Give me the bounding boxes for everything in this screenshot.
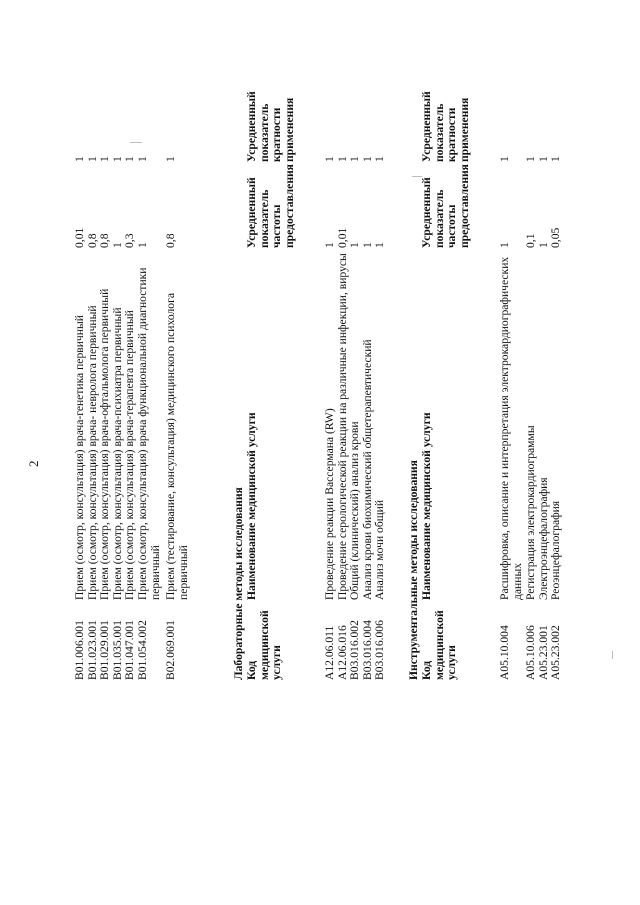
instr-code-cell: A05.23.002 — [549, 625, 563, 680]
instr-freq-cell: 0,05 — [549, 227, 563, 248]
consultations-block — [74, 60, 193, 680]
lab-code-cell: A12.06.016 — [335, 625, 349, 680]
consult-freq-cell: 0,01 — [73, 227, 86, 248]
instr-name-cell: Регистрация электрокардиограммы — [524, 425, 537, 600]
consult-row — [99, 60, 112, 680]
consult-code-cell: B01.047.001 — [123, 620, 137, 680]
consult-code-cell: B01.054.002 — [135, 620, 149, 680]
lab-mult-cell: 1 — [360, 156, 374, 162]
lab-freq-cell: 1 — [360, 242, 374, 248]
instr-code-cell: A05.10.004 — [498, 625, 511, 680]
lab-header-row — [246, 60, 324, 680]
instr-code-cell: A05.10.006 — [524, 625, 537, 680]
lab-section — [233, 60, 387, 680]
consult-name-cell: Прием (осмотр, консультация) врача-психиатра первичный — [110, 307, 124, 600]
consult-code-cell: B01.023.001 — [85, 620, 99, 680]
instr-freq-cell: 1 — [536, 242, 550, 248]
instr-name-cell: Реоэнцефалография — [549, 500, 563, 600]
lab-name-cell: Анализ мочи общий — [373, 499, 387, 600]
lab-freq-cell: 0,01 — [335, 227, 349, 248]
consult-code-cell: B01.029.001 — [98, 620, 112, 680]
consult-mult-cell: 1 — [98, 156, 112, 162]
instr-header-mult: Усредненный показатель кратности применения — [420, 91, 471, 162]
instr-mult-cell: 1 — [549, 156, 563, 162]
lab-mult-cell: 1 — [335, 156, 349, 162]
consult-freq-cell: 0,8 — [85, 233, 99, 248]
lab-header-freq: Усредненный показатель частоты предоставления — [245, 164, 296, 248]
consult-code-cell: B02.069.001 — [163, 620, 177, 680]
instr-row — [499, 60, 525, 680]
instr-header-name: Наименование медицинской услуги — [420, 412, 433, 600]
instr-header-row — [421, 60, 499, 680]
lab-mult-cell: 1 — [323, 156, 336, 162]
consult-freq-cell: 0,8 — [98, 233, 112, 248]
instr-mult-cell: 1 — [536, 156, 550, 162]
consult-mult-cell: 1 — [73, 156, 86, 162]
consult-row — [74, 60, 87, 680]
consult-freq-cell: 0,8 — [163, 233, 177, 248]
consult-mult-cell: 1 — [135, 156, 149, 162]
instr-name-cell: Электроэнцефалография — [536, 477, 550, 600]
consult-mult-cell: 1 — [110, 156, 124, 162]
consult-name-cell: Прием (осмотр, консультация) врача функциональной диагностики первичный — [135, 267, 162, 600]
instr-section-title: Инструментальные методы исследования — [407, 460, 420, 680]
consult-code-cell: B01.035.001 — [110, 620, 124, 680]
instr-mult-cell: 1 — [498, 156, 511, 162]
lab-row — [374, 60, 387, 680]
lab-header-name: Наименование медицинской услуги — [245, 412, 258, 600]
consult-code-cell: B01.006.001 — [73, 620, 86, 680]
lab-code-cell: A12.06.011 — [323, 625, 336, 680]
lab-row — [324, 60, 337, 680]
lab-name-cell: Проведение реакции Вассермана (RW) — [323, 408, 336, 600]
lab-row — [349, 60, 362, 680]
scan-artifact — [412, 176, 422, 177]
instr-header-code: Код медицинской услуги — [420, 610, 459, 680]
consult-mult-cell: 1 — [123, 156, 137, 162]
consult-name-cell: Прием (осмотр, консультация) врача- невролога первичный — [85, 305, 99, 600]
page-number: 2 — [26, 460, 41, 467]
instr-row — [525, 60, 538, 680]
consult-freq-cell: 1 — [110, 242, 124, 248]
instr-section — [408, 60, 563, 680]
instr-freq-cell: 1 — [498, 242, 511, 248]
consult-name-cell: Прием (осмотр, консультация) врача-офтальмолога первичный — [98, 288, 112, 600]
consult-name-cell: Прием (тестирование, консультация) медицинского психолога первичный — [163, 293, 190, 600]
consult-mult-cell: 1 — [85, 156, 99, 162]
lab-name-cell: Проведение серологической реакции на различные инфекции, вирусы — [335, 253, 349, 600]
lab-freq-cell: 1 — [348, 242, 362, 248]
lab-mult-cell: 1 — [373, 156, 387, 162]
instr-header-freq: Усредненный показатель частоты предоставления — [420, 164, 471, 248]
lab-table — [246, 60, 387, 680]
instr-freq-cell: 0,1 — [524, 233, 537, 248]
lab-section-title: Лабораторные методы исследования — [232, 487, 245, 680]
consult-name-cell: Прием (осмотр, консультация) врача-генетика первичный — [73, 315, 86, 600]
instr-mult-cell: 1 — [524, 156, 537, 162]
instr-row — [550, 60, 563, 680]
scan-artifact — [130, 142, 142, 143]
consult-freq-cell: 0,3 — [123, 233, 137, 248]
consult-name-cell: Прием (осмотр, консультация) врача-терапевта первичный — [123, 310, 137, 600]
consult-mult-cell: 1 — [163, 156, 177, 162]
lab-code-cell: B03.016.002 — [348, 620, 362, 680]
lab-code-cell: B03.016.006 — [373, 620, 387, 680]
instr-table — [421, 60, 563, 680]
lab-header-code: Код медицинской услуги — [245, 610, 284, 680]
lab-code-cell: B03.016.004 — [360, 620, 374, 680]
instr-code-cell: A05.23.001 — [536, 625, 550, 680]
lab-freq-cell: 1 — [373, 242, 387, 248]
lab-name-cell: Общий (клинический) анализ крови — [348, 421, 362, 600]
consult-freq-cell: 1 — [135, 242, 149, 248]
lab-name-cell: Анализ крови биохимический общетерапевтический — [360, 339, 374, 600]
consult-row — [165, 60, 193, 680]
lab-mult-cell: 1 — [348, 156, 362, 162]
consult-row — [137, 60, 165, 680]
scan-artifact — [612, 651, 613, 659]
lab-freq-cell: 1 — [323, 242, 336, 248]
lab-header-mult: Усредненный показатель кратности применения — [245, 91, 296, 162]
consultations-table — [74, 60, 193, 680]
instr-name-cell: Расшифровка, описание и интерпретация электрокардиографических данных — [498, 256, 524, 600]
